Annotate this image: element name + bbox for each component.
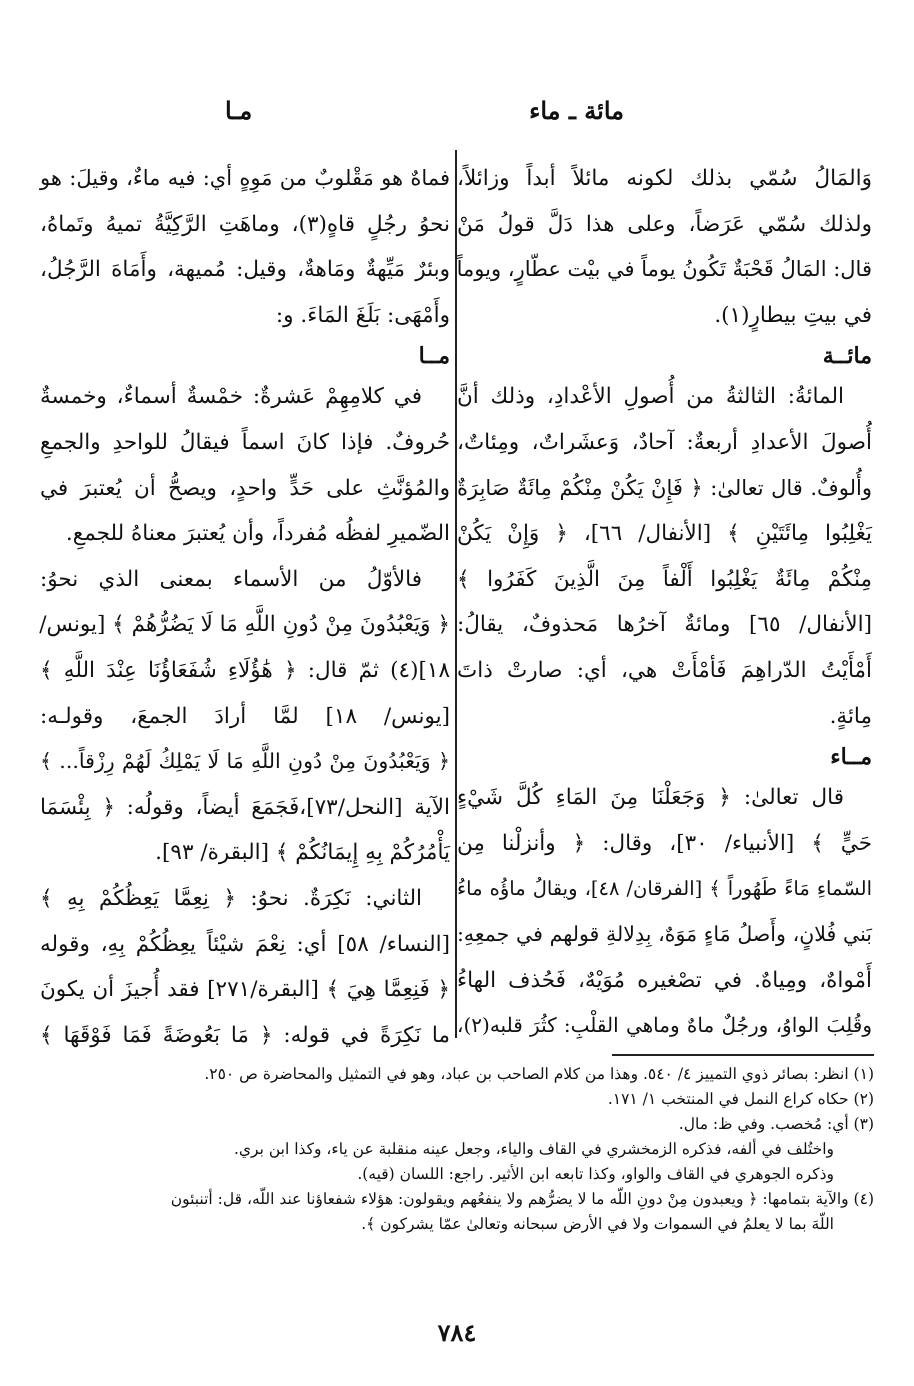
text-line: قال: المَالُ قَحْبَةٌ تَكُونُ يوماً في بيْت عطّارٍ، ويوماً xyxy=(456,257,872,282)
text-line: وقُلِبَ الواوُ، ورجُلٌ ماهٌ وماهي القلْبِ: كثُرَ قلبه(٢)، xyxy=(457,1013,872,1038)
text-line: فماهٌ هو مَقْلوبٌ من مَوِهٍ أي: فيه ماءٌ، وقيلَ: هو xyxy=(40,166,450,190)
text-line: يَأْمُرُكُمْ بِهِ إِيمَانُكُمْ ﴾ [البقرة/ ٩٣]. xyxy=(155,840,450,866)
running-header-left: مـا xyxy=(225,96,253,125)
text-line: حُروفٌ. فإذا كانَ اسماً فيقالُ للواحدِ والجمعِ xyxy=(40,429,450,455)
right-column xyxy=(457,156,872,1049)
text-line: وأَمْهَى: بَلَغَ المَاءَ. و: xyxy=(275,302,450,328)
footnote-continuation: واختُلف في ألفه، فذكره الزمخشري في القاف والياء، وجعل عينه منقلبة عن ياء، وكذا ابن بري. xyxy=(234,1140,834,1158)
text-line: المائةُ: الثالثةُ من أُصولِ الأعْدادِ، وذلك أنَّ xyxy=(457,384,844,410)
footnote-continuation: اللّهَ بما لا يعلمُ في السموات ولا في الأرض سبحانه وتعالىٰ عمّا يشركون ﴾. xyxy=(361,1215,834,1233)
text-line: الثاني: نَكِرَةٌ. نحوُ: ﴿ نِعِمَّا يَعِظُكُمْ بِهِ ﴾ xyxy=(40,885,422,911)
text-line: ولذلك سُمّي عَرَضاً، وعلى هذا دَلَّ قولُ مَنْ xyxy=(457,211,872,237)
footnote: (٢) حكاه كراع النمل في المنتخب ١/ ١٧١. xyxy=(607,1090,874,1108)
text-line: نحوُ رجُلٍ قاهٍ(٣)، وماهَتِ الرَّكِيَّةُ تميهُ وتَماهُ، xyxy=(40,211,450,237)
text-line: في بيتِ بيطارٍ(١). xyxy=(714,302,872,328)
text-line: في كلامِهِمْ عَشرةٌ: خمْسةٌ أسماءٌ، وخمسةٌ xyxy=(40,384,422,410)
text-line: ﴿ فَنِعِمَّا هِيَ ﴾ [البقرة/٢٧١] فقد أُجيزَ أن يكونَ xyxy=(40,977,451,1003)
text-line: يَغْلِبُوا مِائَتَيْنِ ﴾ [الأنفال/ ٦٦]، ﴿ وَإِنْ يَكُنْ xyxy=(457,521,872,547)
left-column xyxy=(40,156,450,1058)
running-header-right: مائة ـ ماء xyxy=(529,96,624,125)
text-line: أُصولَ الأعدادِ أربعةٌ: آحادٌ، وَعشَراتٌ، ومِئاتٌ، xyxy=(457,429,872,455)
text-line: مِائةٍ. xyxy=(829,703,872,729)
entry-heading-mia: مائــة xyxy=(822,343,872,370)
footnotes xyxy=(42,1062,874,1237)
text-line: الضّميرِ لفظُه مُفرداً، وأن يُعتبرَ معناهُ للجمعِ. xyxy=(65,521,450,547)
text-line: والمُؤنَّثِ على حَدٍّ واحدٍ، ويصحُّ أن يُعتبرَ في xyxy=(40,475,450,501)
text-line: ما نَكِرَةً في قوله: ﴿ مَا بَعُوضَةً فَمَا فَوْقَهَا ﴾ xyxy=(40,1022,450,1048)
text-line: مِنْكُمْ مِائَةٌ يَغْلِبُوا أَلْفاً مِنَ الَّذِينَ كَفَرُوا ﴾ xyxy=(457,566,872,592)
text-line: أَمْواهٌ، ومِياهٌ. في تصْغيره مُوَيْهٌ، فَحُذف الهاءُ xyxy=(457,967,872,993)
text-line: وبئرٌ مَيِّهةٌ ومَاهةٌ، وقيل: مُميهة، وأَمَاهَ الرَّجُلُ، xyxy=(40,257,450,283)
footnote-continuation: وذكره الجوهري في القاف والواو، وكذا تابعه ابن الأثير. راجع: اللسان (قيه). xyxy=(357,1165,834,1183)
footnote: (٣) أي: مُخصب. وفي ظ: مال. xyxy=(678,1115,874,1133)
text-line: وَالمَالُ سُمّي بذلك لكونه مائلاً أبداً وزائلاً، xyxy=(457,166,872,191)
text-line: قال تعالىٰ: ﴿ وَجَعَلْنَا مِنَ المَاءِ كُلَّ شَيْءٍ xyxy=(457,785,844,811)
text-line: [الأنفال/ ٦٥] ومائةٌ آخرُها مَحذوفٌ، يقالُ: xyxy=(457,612,873,638)
footnote: (٤) والآية بتمامها: ﴿ ويعبدون مِنْ دونِ اللّه ما لا يضرُّهم ولا ينفعُهم ويقولون: هؤلاء شفعاؤنا عند اللّه، قل: أتنبئون xyxy=(170,1190,874,1208)
text-line: فالأوّلُ من الأسماء بمعنى الذي نحوُ: xyxy=(40,566,422,592)
text-line: [يونس/ ١٨] لمَّا أرادَ الجمعَ، وقولـه: xyxy=(40,703,451,729)
footnote: (١) انظر: بصائر ذوي التمييز ٤/ ٥٤٠. وهذا من كلام الصاحب بن عباد، وهو في التمثيل والمحاضرة ص ٢٥٠. xyxy=(204,1065,874,1083)
text-line: ﴿ وَيَعْبُدُونَ مِنْ دُونِ اللَّهِ مَا لَا يَمْلِكُ لَهُمْ رِزْقاً... ﴾ xyxy=(40,749,450,774)
text-line: حَيٍّ ﴾ [الأنبياء/ ٣٠]، وقال: ﴿ وأنزلْنا مِن xyxy=(457,830,872,856)
text-line: [النساء/ ٥٨] أي: نِعْمَ شيْئاً يعِظُكُمْ بِهِ، وقوله xyxy=(40,931,450,957)
text-line: وأُلوفٌ. قال تعالىٰ: ﴿ فَإِنْ يَكُنْ مِنْكُمْ مِائَةٌ صَابِرَةٌ xyxy=(457,475,872,500)
text-line: السّماءِ مَاءً طَهُوراً ﴾ [الفرقان/ ٤٨]، ويقالُ ماؤُه ماءُ xyxy=(457,877,872,901)
page-number: ٧٨٤ xyxy=(437,1318,477,1347)
text-line: ١٨](٤) ثمّ قال: ﴿ هَٰؤُلَاءِ شُفَعَاؤُنَا عِنْدَ اللَّهِ ﴾ xyxy=(40,657,450,683)
text-line: الآية [النحل/٧٣]،فَجَمَعَ أيضاً، وقولُه: ﴿ بِئْسَمَا xyxy=(40,794,450,820)
text-line: أَمْأَيْتُ الدّراهِمَ فَأمْأَتْ هي، أي: صارتْ ذاتَ xyxy=(457,657,872,683)
entry-heading-ma: مــا xyxy=(418,343,450,370)
text-line: ﴿ وَيَعْبُدُونَ مِنْ دُونِ اللَّهِ مَا لَا يَضُرُّهُمْ ﴾ [يونس/ xyxy=(39,612,450,638)
entry-heading-maa: مــاء xyxy=(830,744,872,771)
footnote-separator xyxy=(612,1054,874,1056)
text-line: بَني فُلانٍ، وأَصلُ مَاءٍ مَوَهٌ، بِدِلالةِ قولهم في جمعِهِ: xyxy=(457,921,872,946)
